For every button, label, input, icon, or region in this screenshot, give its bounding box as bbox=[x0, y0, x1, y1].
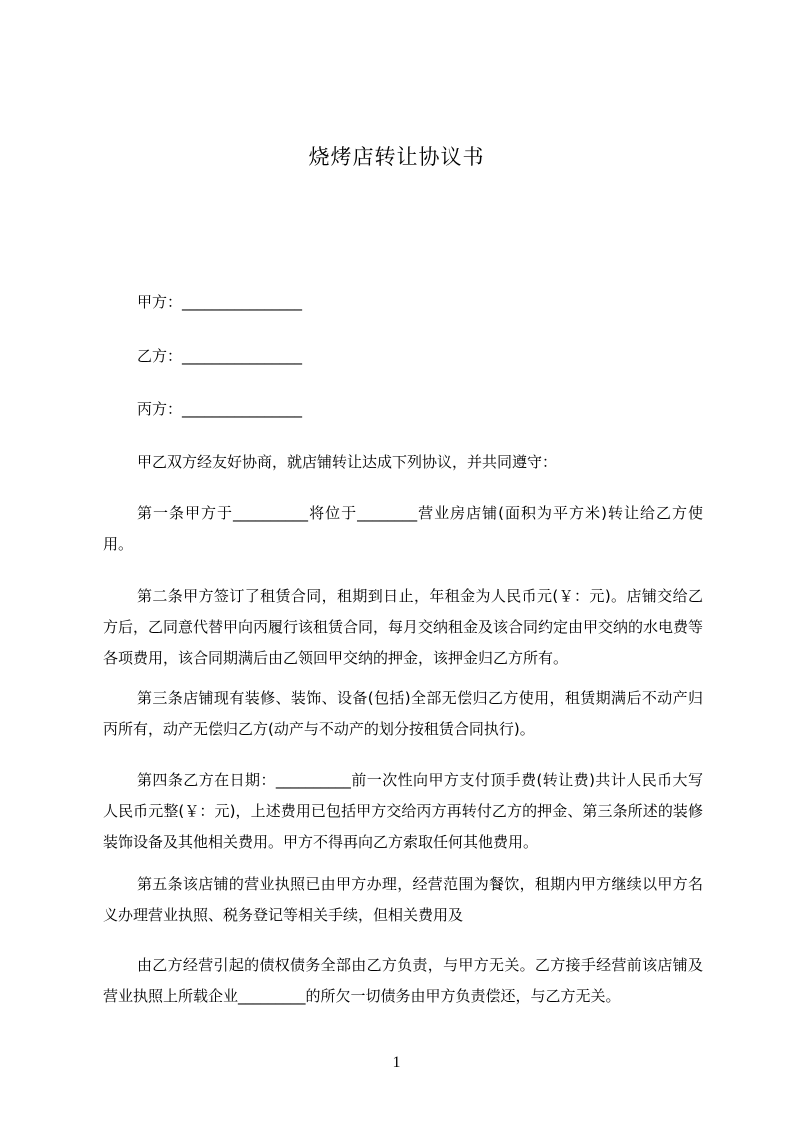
document-title: 烧烤店转让协议书 bbox=[308, 145, 485, 169]
party-c-line: 丙方：________________ bbox=[137, 400, 303, 418]
article-1: 第一条甲方于__________将位于________营业房店铺(面积为平方米)转让给乙方使用。 bbox=[103, 504, 703, 553]
party-b-line: 乙方：________________ bbox=[137, 347, 303, 365]
party-a-line: 甲方：________________ bbox=[137, 293, 303, 311]
article-5-continued: 由乙方经营引起的债权债务全部由乙方负责，与甲方无关。乙方接手经营前该店铺及营业执照上所载企业_________的所欠一切债务由甲方负责偿还，与乙方无关。 bbox=[103, 956, 703, 1005]
article-4: 第四条乙方在日期：__________前一次性向甲方支付顶手费(转让费)共计人民币大写人民币元整(￥：元)，上述费用已包括甲方交给丙方再转付乙方的押金、第三条所述的装修装饰设备及其他相关费用。甲方不得再向乙方索取任何其他费用。 bbox=[103, 771, 703, 851]
article-5: 第五条该店铺的营业执照已由甲方办理，经营范围为餐饮，租期内甲方继续以甲方名义办理营业执照、税务登记等相关手续，但相关费用及 bbox=[103, 875, 703, 924]
article-3: 第三条店铺现有装修、装饰、设备(包括)全部无偿归乙方使用，租赁期满后不动产归丙所有，动产无偿归乙方(动产与不动产的划分按租赁合同执行)。 bbox=[103, 689, 703, 738]
intro-paragraph: 甲乙双方经友好协商，就店铺转让达成下列协议，并共同遵守： bbox=[137, 453, 558, 471]
page-number: 1 bbox=[392, 1054, 401, 1071]
article-2: 第二条甲方签订了租赁合同，租期到日止，年租金为人民币元(￥：元)。店铺交给乙方后，乙同意代替甲向丙履行该租赁合同，每月交纳租金及该合同约定由甲交纳的水电费等各项费用，该合同期满后由乙领回甲交纳的押金，该押金归乙方所有。 bbox=[103, 587, 704, 667]
